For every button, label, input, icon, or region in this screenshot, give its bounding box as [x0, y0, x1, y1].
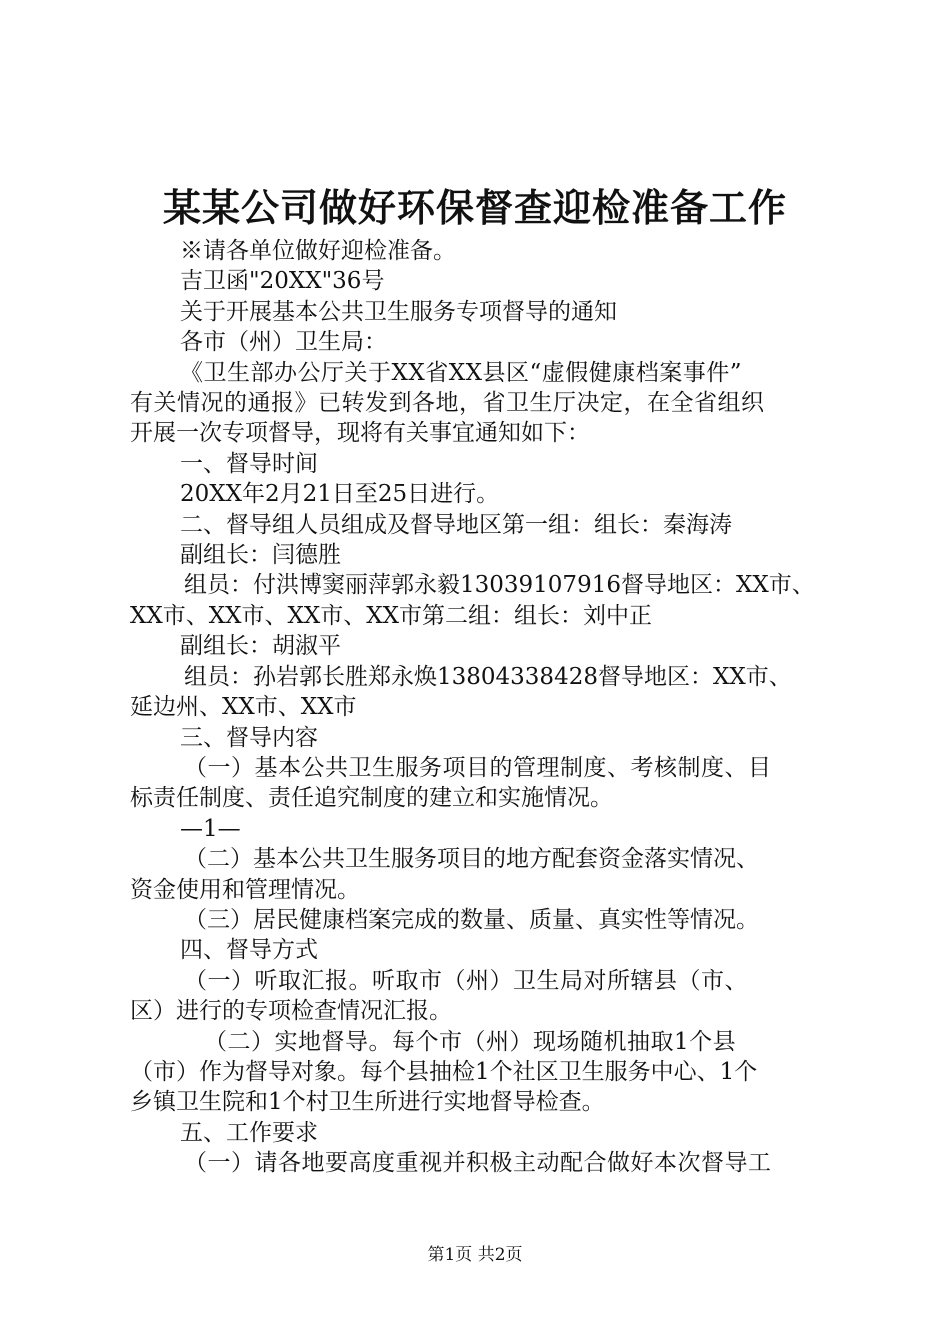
salutation: 各市（州）卫生局： — [180, 329, 387, 356]
notice-line: ※请各单位做好迎检准备。 — [180, 238, 456, 264]
document-body — [130, 236, 830, 1179]
section-heading: 三、督导内容 — [180, 724, 318, 751]
paragraph-line: 资金使用和管理情况。 — [130, 876, 360, 903]
paragraph-line: 20XX年2月21日至25日进行。 — [180, 481, 500, 508]
paragraph-line: 开展一次专项督导，现将有关事宜通知如下： — [130, 420, 590, 447]
paragraph-line: 《卫生部办公厅关于XX省XX县区“虚假健康档案事件” — [180, 359, 743, 386]
paragraph-line: 乡镇卫生院和1个村卫生所进行实地督导检查。 — [130, 1089, 605, 1116]
section-heading: 五、工作要求 — [180, 1119, 318, 1146]
section-heading: 二、督导组人员组成及督导地区第一组：组长：秦海涛 — [180, 511, 732, 538]
notice-heading: 关于开展基本公共卫生服务专项督导的通知 — [180, 298, 617, 325]
paragraph-line: （一）听取汇报。听取市（州）卫生局对所辖县（市、 — [184, 967, 748, 994]
document-title: 某某公司做好环保督查迎检准备工作 — [162, 185, 787, 230]
paragraph-line: （一）基本公共卫生服务项目的管理制度、考核制度、目 — [184, 754, 772, 781]
paragraph-line: XX市、XX市、XX市、XX市第二组：组长：刘中正 — [130, 602, 652, 629]
section-heading: 一、督导时间 — [180, 450, 318, 477]
paragraph-line: （二）基本公共卫生服务项目的地方配套资金落实情况、 — [184, 846, 759, 873]
paragraph-line: 区）进行的专项检查情况汇报。 — [130, 998, 452, 1025]
paragraph-line: 有关情况的通报》已转发到各地，省卫生厅决定，在全省组织 — [130, 390, 765, 417]
paragraph-line: （市）作为督导对象。每个县抽检1个社区卫生服务中心、1个 — [130, 1058, 758, 1085]
paragraph-line: 延边州、XX市、XX市 — [130, 694, 357, 721]
paragraph-line: 副组长：胡淑平 — [180, 633, 341, 660]
section-heading: 四、督导方式 — [180, 937, 318, 964]
paragraph-line: 副组长：闫德胜 — [180, 542, 341, 569]
paragraph-line: （三）居民健康档案完成的数量、质量、真实性等情况。 — [184, 906, 759, 933]
paragraph-line: （一）请各地要高度重视并积极主动配合做好本次督导工 — [184, 1150, 772, 1177]
page-footer: 第1页 共2页 — [427, 1245, 523, 1265]
paragraph-line: 组员：孙岩郭长胜郑永焕13804338428督导地区：XX市、 — [184, 663, 792, 690]
paragraph-line: （二）实地督导。每个市（州）现场随机抽取1个县 — [204, 1028, 737, 1055]
doc-number: 吉卫函"20XX"36号 — [180, 268, 385, 295]
inline-page-marker: —1— — [180, 815, 241, 842]
paragraph-line: 标责任制度、责任追究制度的建立和实施情况。 — [130, 785, 613, 812]
paragraph-line: 组员：付洪博窦丽萍郭永毅13039107916督导地区：XX市、 — [184, 572, 815, 599]
